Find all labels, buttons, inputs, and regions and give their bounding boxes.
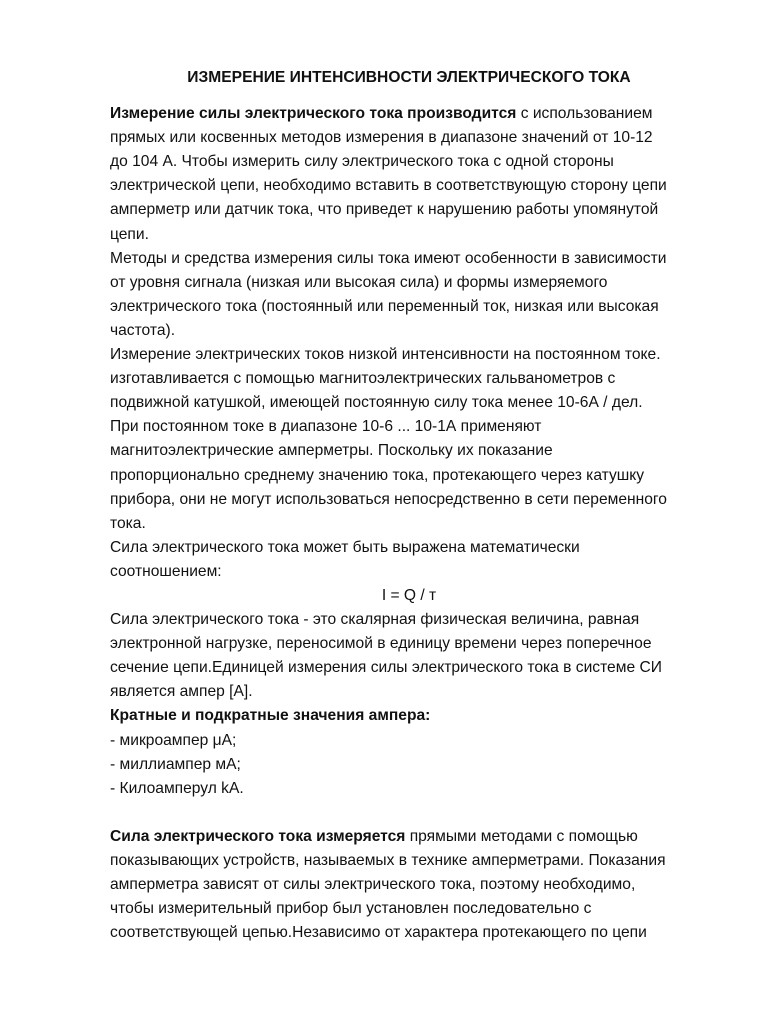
paragraph-4 [110,536,708,608]
text-line: амперметр или датчик тока, что приведет к нарушению работы упомянутой [110,201,659,219]
text-line [110,102,708,126]
paragraph-7 [110,825,708,945]
text-line: подвижной катушкой, имеющей постоянную силу тока менее 10-6А / дел. [110,394,643,412]
text-span: прямыми методами с помощью [405,827,638,845]
text-line: до 104 А. Чтобы измерить силу электрического тока с одной стороны [110,153,614,171]
heading-text: Кратные и подкратные значения ампера: [110,707,431,725]
paragraph-6 [110,704,708,800]
list-item: - микроампер μА; [110,731,237,749]
text-line: При постоянном токе в диапазоне 10-6 ... 10-1А применяют [110,418,542,436]
text-line: соотношением: [110,562,222,580]
paragraph-5 [110,608,708,704]
page-title: ИЗМЕРЕНИЕ ИНТЕНСИВНОСТИ ЭЛЕКТРИЧЕСКОГО ТОКА [187,69,631,86]
text-line: прибора, они не могут использоваться непосредственно в сети переменного [110,490,667,508]
text-line: показывающих устройств, называемых в технике амперметрами. Показания [110,851,666,869]
text-line: частота). [110,321,176,339]
text-line: Измерение электрических токов низкой интенсивности на постоянном токе. [110,346,661,364]
bold-lead: Измерение силы электрического тока производится [110,105,517,123]
bold-lead: Сила электрического тока измеряется [110,827,406,845]
list-item: - миллиампер мА; [110,755,241,773]
text-line: цепи. [110,225,149,243]
text-line: от уровня сигнала (низкая или высокая сила) и формы измеряемого [110,273,608,291]
text-line: изготавливается с помощью магнитоэлектрических гальванометров с [110,370,616,388]
text-line: Сила электрического тока может быть выражена математически [110,538,580,556]
text-line: магнитоэлектрические амперметры. Поскольку их показание [110,442,553,460]
text-line: Сила электрического тока - это скалярная физическая величина, равная [110,611,640,629]
text-line: прямых или косвенных методов измерения в диапазоне значений от 10-12 [110,129,653,147]
spacer [110,801,708,825]
text-line: чтобы измерительный прибор был установлен последовательно с [110,900,592,918]
paragraph-3 [110,343,708,536]
text-line: соответствующей цепью.Независимо от характера протекающего по цепи [110,924,647,942]
text-line: тока. [110,514,146,532]
text-line [110,825,708,849]
text-line: пропорционально среднему значению тока, протекающего через катушку [110,466,645,484]
text-line: электронной нагрузке, переносимой в единицу времени через поперечное [110,635,652,653]
text-line: амперметра зависят от силы электрического тока, поэтому необходимо, [110,876,636,893]
text-line: Методы и средства измерения силы тока имеют особенности в зависимости [110,249,667,267]
paragraph-2 [110,247,708,343]
text-line: является ампер [А]. [110,683,253,701]
text-span: с использованием [516,105,653,123]
text-line: электрического тока (постоянный или переменный ток, низкая или высокая [110,297,659,315]
text-line: сечение цепи.Единицей измерения силы электрического тока в системе СИ [110,659,662,677]
paragraph-1 [110,102,708,247]
list-item: - Килоамперул kA. [110,779,244,797]
formula: I = Q / т [381,586,437,604]
section-heading [110,704,708,728]
text-line: электрической цепи, необходимо вставить в соответствующую сторону цепи [110,177,667,195]
